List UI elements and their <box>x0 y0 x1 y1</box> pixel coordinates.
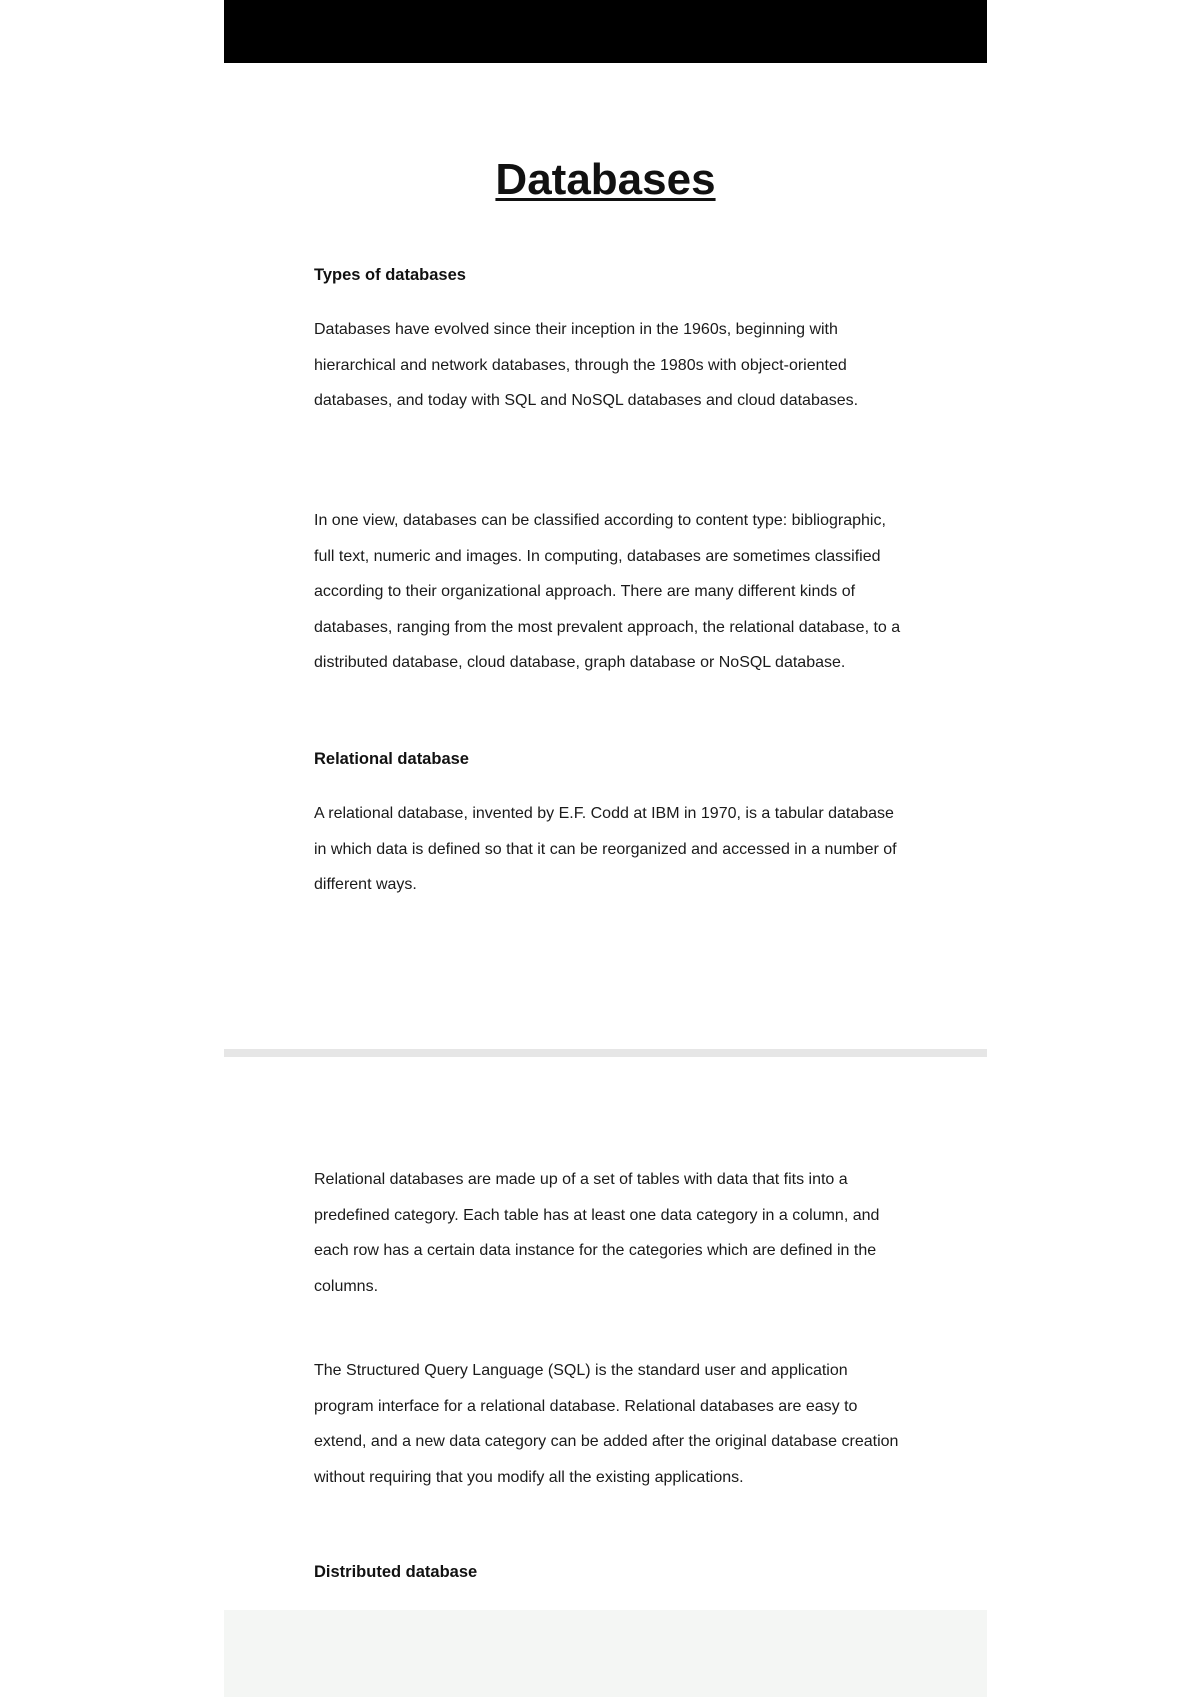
paragraph-sql: The Structured Query Language (SQL) is the standard user and application program interface for a relational database. Relational databases are easy to extend, and a new data category can be added after the original database creation without requiring that you modify all the existing applications. <box>314 1362 899 1486</box>
heading-types-of-databases: Types of databases <box>314 266 466 284</box>
paragraph-classification-wrap <box>314 503 904 681</box>
paragraph-relational-intro: A relational database, invented by E.F. Codd at IBM in 1970, is a tabular database in which data is defined so that it can be reorganized and accessed in a number of different ways. <box>314 805 897 893</box>
paragraph-sql-wrap <box>314 1353 904 1495</box>
paragraph-relational-intro-wrap <box>314 796 904 903</box>
heading-relational-database: Relational database <box>314 750 469 768</box>
paragraph-classification: In one view, databases can be classified according to content type: bibliographic, full text, numeric and images. In computing, databases are sometimes classified according to their organizational approach. There are many different kinds of databases, ranging from the most prevalent approach, the relational database, to a distributed database, cloud database, graph database or NoSQL database. <box>314 512 901 671</box>
section-relational-heading-wrap <box>314 749 904 769</box>
top-black-bar <box>224 0 987 63</box>
heading-distributed-database: Distributed database <box>314 1563 478 1581</box>
page-title: Databases <box>495 155 716 204</box>
paragraph-evolution: Databases have evolved since their inception in the 1960s, beginning with hierarchical and network databases, through the 1980s with object-oriented databases, and today with SQL and NoSQL databases and cloud databases. <box>314 321 859 409</box>
page-break-divider <box>224 1049 987 1057</box>
paragraph-relational-tables-wrap <box>314 1162 904 1304</box>
bottom-footer-band <box>224 1610 987 1697</box>
paragraph-relational-tables: Relational databases are made up of a set of tables with data that fits into a predefined category. Each table has at least one data category in a column, and each row has a certain data instance for the categories which are defined in the columns. <box>314 1171 880 1295</box>
section-types-heading-wrap <box>314 265 904 285</box>
section-distributed-heading-wrap <box>314 1562 904 1582</box>
paragraph-evolution-wrap <box>314 312 904 419</box>
